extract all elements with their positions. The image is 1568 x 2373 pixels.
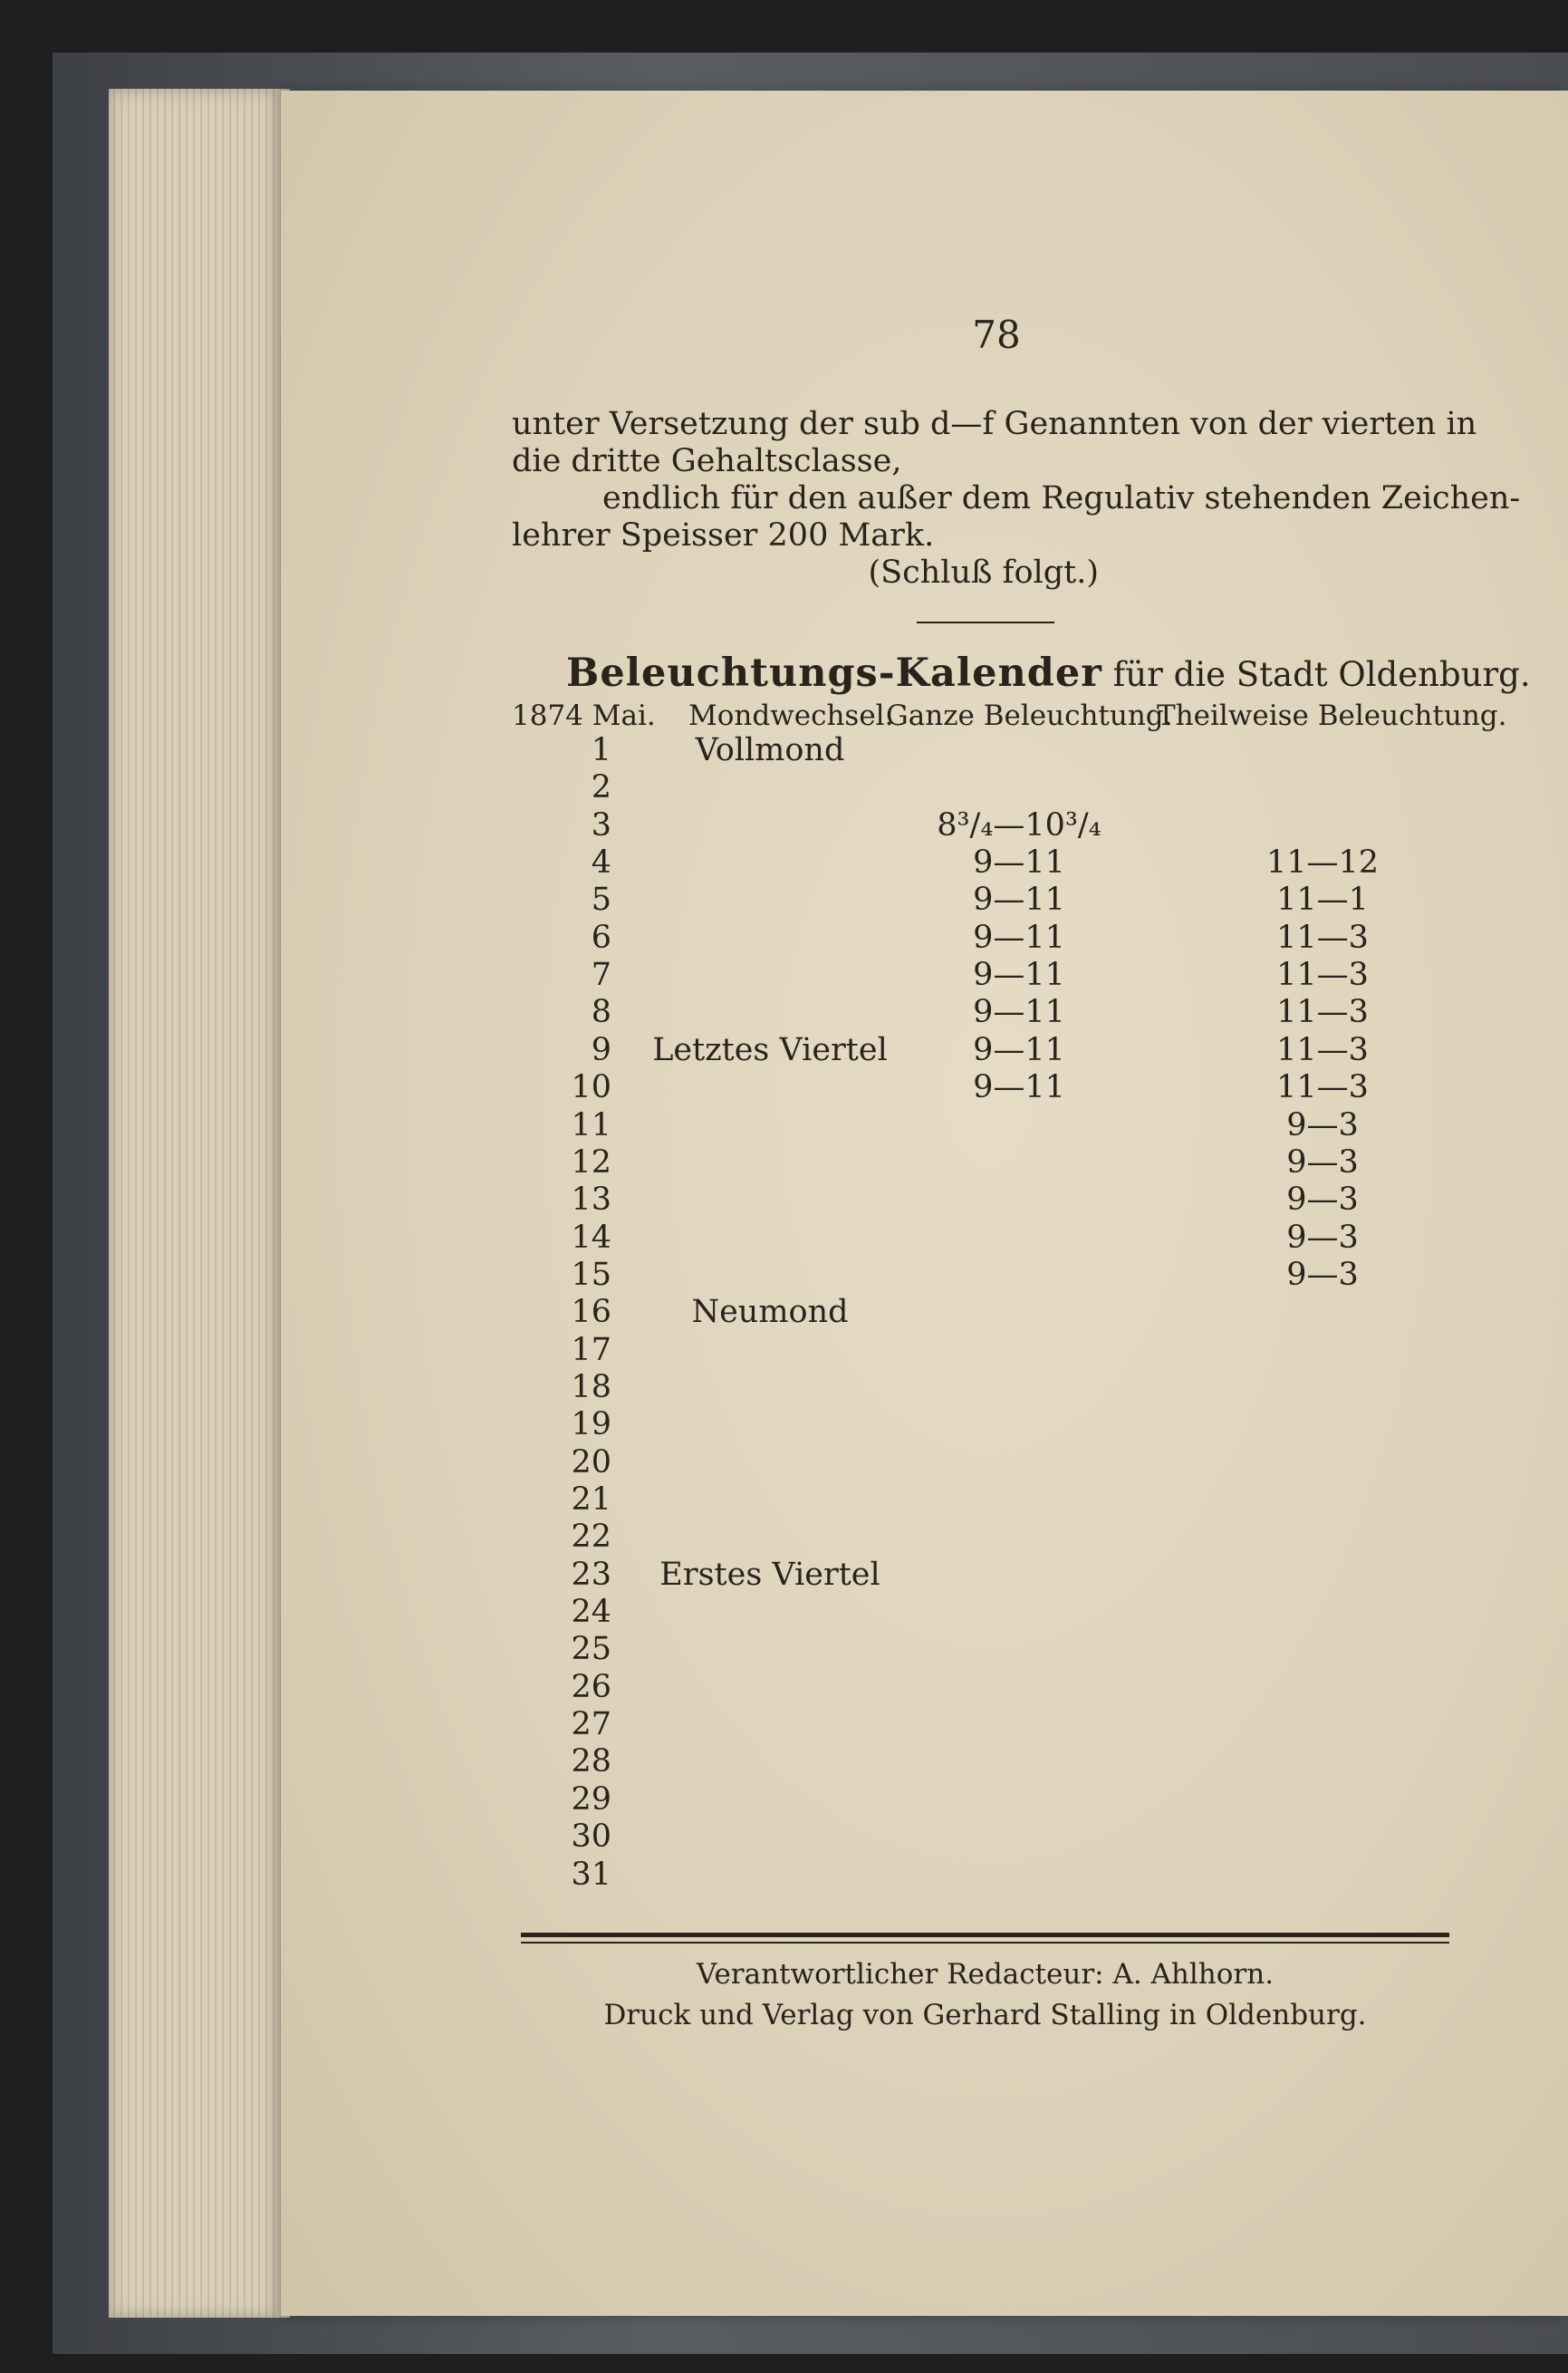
moon-phase-cell: Vollmond <box>695 732 845 768</box>
calendar-title <box>566 651 1531 696</box>
intro-line: die dritte Gehaltsclasse, <box>512 443 902 479</box>
day-cell: 19 <box>571 1406 611 1443</box>
day-cell: 24 <box>571 1594 611 1631</box>
partial-lighting-cell: 11—3 <box>1276 919 1369 956</box>
day-cell: 30 <box>571 1818 611 1856</box>
intro-line: lehrer Speisser 200 Mark. <box>512 517 935 554</box>
page-edges <box>109 89 290 2318</box>
full-lighting-cell: 9—11 <box>973 957 1065 994</box>
day-cell: 27 <box>571 1706 611 1743</box>
partial-lighting-cell: 9—3 <box>1286 1256 1359 1293</box>
page-number: 78 <box>972 313 1021 357</box>
footer-editor: Verantwortlicher Redacteur: A. Ahlhorn. <box>696 1958 1275 1991</box>
full-lighting-cell: 9—11 <box>973 919 1065 956</box>
continued-note: (Schluß folgt.) <box>868 555 1099 591</box>
full-lighting-cell: 9—11 <box>973 844 1065 882</box>
day-cell: 17 <box>571 1331 611 1368</box>
day-cell: 1 <box>591 732 611 768</box>
full-lighting-cell: 9—11 <box>973 1069 1065 1106</box>
day-cell: 28 <box>571 1743 611 1780</box>
partial-lighting-cell: 11—3 <box>1276 957 1369 994</box>
calendar-title-main: Beleuchtungs-Kalender <box>566 651 1102 696</box>
partial-lighting-cell: 11—3 <box>1276 994 1369 1031</box>
day-cell: 29 <box>571 1780 611 1818</box>
footer-divider <box>521 1933 1449 1944</box>
day-cell: 25 <box>571 1631 611 1668</box>
full-lighting-cell: 9—11 <box>973 994 1065 1031</box>
day-cell: 6 <box>591 919 611 956</box>
intro-line: endlich für den außer dem Regulativ stehenden Zeichen- <box>602 480 1521 516</box>
day-cell: 16 <box>571 1294 611 1331</box>
day-cell: 15 <box>571 1256 611 1293</box>
intro-line: unter Versetzung der sub d—f Genannten von der vierten in <box>512 406 1477 442</box>
day-cell: 3 <box>591 806 611 844</box>
footer-printer: Druck und Verlag von Gerhard Stalling in Oldenburg. <box>603 1999 1367 2031</box>
moon-phase-cell: Erstes Viertel <box>659 1556 880 1593</box>
partial-lighting-cell: 11—1 <box>1276 882 1369 919</box>
partial-lighting-cell: 11—12 <box>1265 844 1380 882</box>
day-cell: 9 <box>591 1031 611 1068</box>
moon-phase-cell: Neumond <box>691 1294 849 1331</box>
day-cell: 23 <box>571 1556 611 1593</box>
section-divider <box>917 622 1054 623</box>
intro-paragraph <box>512 406 1521 592</box>
day-cell: 14 <box>571 1219 611 1256</box>
day-cell: 21 <box>571 1481 611 1518</box>
day-cell: 18 <box>571 1368 611 1405</box>
day-cell: 20 <box>571 1443 611 1481</box>
partial-lighting-cell: 9—3 <box>1286 1182 1359 1219</box>
partial-lighting-cell: 9—3 <box>1286 1143 1359 1181</box>
partial-lighting-cell: 9—3 <box>1286 1219 1359 1256</box>
day-cell: 2 <box>591 769 611 806</box>
full-lighting-cell: 8³/₄—10³/₄ <box>937 806 1101 844</box>
day-cell: 10 <box>571 1069 611 1106</box>
header-full: Ganze Beleuchtung. <box>886 699 1173 732</box>
header-partial: Theilweise Beleuchtung. <box>1157 699 1507 732</box>
day-cell: 22 <box>571 1519 611 1556</box>
day-cell: 26 <box>571 1668 611 1705</box>
day-cell: 31 <box>571 1856 611 1893</box>
day-cell: 8 <box>591 994 611 1031</box>
day-cell: 12 <box>571 1143 611 1181</box>
header-year-month: 1874 Mai. <box>512 699 656 732</box>
day-cell: 13 <box>571 1182 611 1219</box>
partial-lighting-cell: 9—3 <box>1286 1106 1359 1143</box>
day-cell: 7 <box>591 957 611 994</box>
day-cell: 4 <box>591 844 611 882</box>
partial-lighting-cell: 11—3 <box>1276 1031 1369 1068</box>
full-lighting-cell: 9—11 <box>973 882 1065 919</box>
header-moon: Mondwechsel. <box>688 699 894 732</box>
day-cell: 11 <box>571 1106 611 1143</box>
moon-phase-cell: Letztes Viertel <box>652 1031 888 1068</box>
partial-lighting-cell: 11—3 <box>1276 1069 1369 1106</box>
day-cell: 5 <box>591 882 611 919</box>
full-lighting-cell: 9—11 <box>973 1031 1065 1068</box>
calendar-title-suffix: für die Stadt Oldenburg. <box>1112 655 1531 694</box>
